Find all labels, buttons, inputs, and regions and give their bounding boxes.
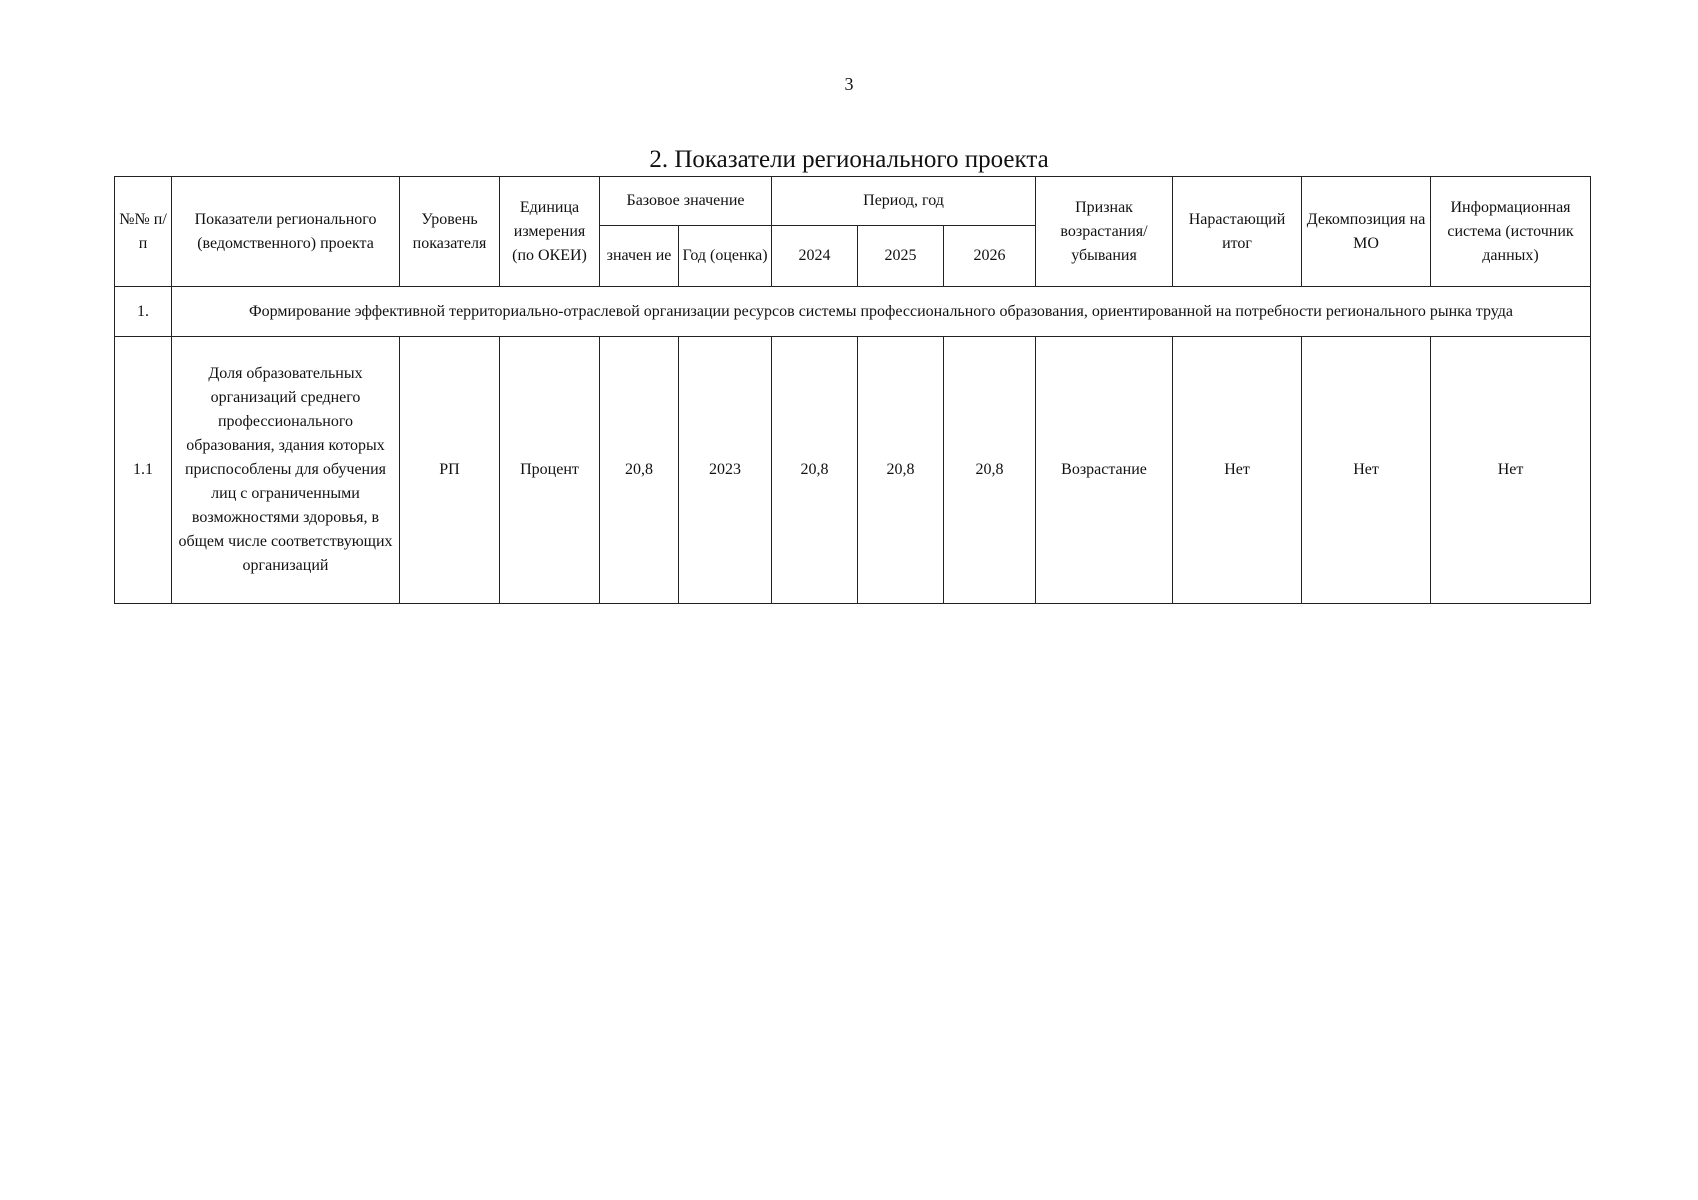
row-value-2026: 20,8 bbox=[944, 337, 1036, 604]
header-base-value: значен ие bbox=[600, 226, 679, 287]
page-number: 3 bbox=[844, 74, 854, 94]
row-base-value: 20,8 bbox=[600, 337, 679, 604]
table-header-row bbox=[115, 177, 1591, 226]
row-decomposition: Нет bbox=[1302, 337, 1431, 604]
header-cumulative: Нарастающий итог bbox=[1173, 177, 1302, 287]
section-num: 1. bbox=[115, 287, 172, 337]
header-level: Уровень показателя bbox=[400, 177, 500, 287]
table-row bbox=[115, 337, 1591, 604]
row-trend: Возрастание bbox=[1036, 337, 1173, 604]
section-title: 2. Показатели регионального проекта bbox=[649, 146, 1049, 173]
row-value-2024: 20,8 bbox=[772, 337, 858, 604]
header-year-2026: 2026 bbox=[944, 226, 1036, 287]
row-indicator: Доля образовательных организаций среднего профессионального образования, здания которых приспособлены для обучения лиц с ограниченными возможностями здоровья, в общем числе соответствующих организаций bbox=[172, 337, 400, 604]
section-text: Формирование эффективной территориально-отраслевой организации ресурсов системы профессионального образования, ориентированной на потребности регионального рынка труда bbox=[172, 287, 1591, 337]
row-cumulative: Нет bbox=[1173, 337, 1302, 604]
table-section-row bbox=[115, 287, 1591, 337]
row-info-system: Нет bbox=[1431, 337, 1591, 604]
header-base-year: Год (оценка) bbox=[679, 226, 772, 287]
header-base: Базовое значение bbox=[600, 177, 772, 226]
row-level: РП bbox=[400, 337, 500, 604]
header-trend: Признак возрастания/ убывания bbox=[1036, 177, 1173, 287]
row-value-2025: 20,8 bbox=[858, 337, 944, 604]
indicators-table bbox=[114, 176, 1591, 604]
header-period: Период, год bbox=[772, 177, 1036, 226]
row-base-year: 2023 bbox=[679, 337, 772, 604]
header-year-2024: 2024 bbox=[772, 226, 858, 287]
header-year-2025: 2025 bbox=[858, 226, 944, 287]
header-info-system: Информационная система (источник данных) bbox=[1431, 177, 1591, 287]
row-unit: Процент bbox=[500, 337, 600, 604]
header-indicator: Показатели регионального (ведомственного) проекта bbox=[172, 177, 400, 287]
header-unit: Единица измерения (по ОКЕИ) bbox=[500, 177, 600, 287]
row-num: 1.1 bbox=[115, 337, 172, 604]
header-decomposition: Декомпозиция на МО bbox=[1302, 177, 1431, 287]
header-num: №№ п/п bbox=[115, 177, 172, 287]
